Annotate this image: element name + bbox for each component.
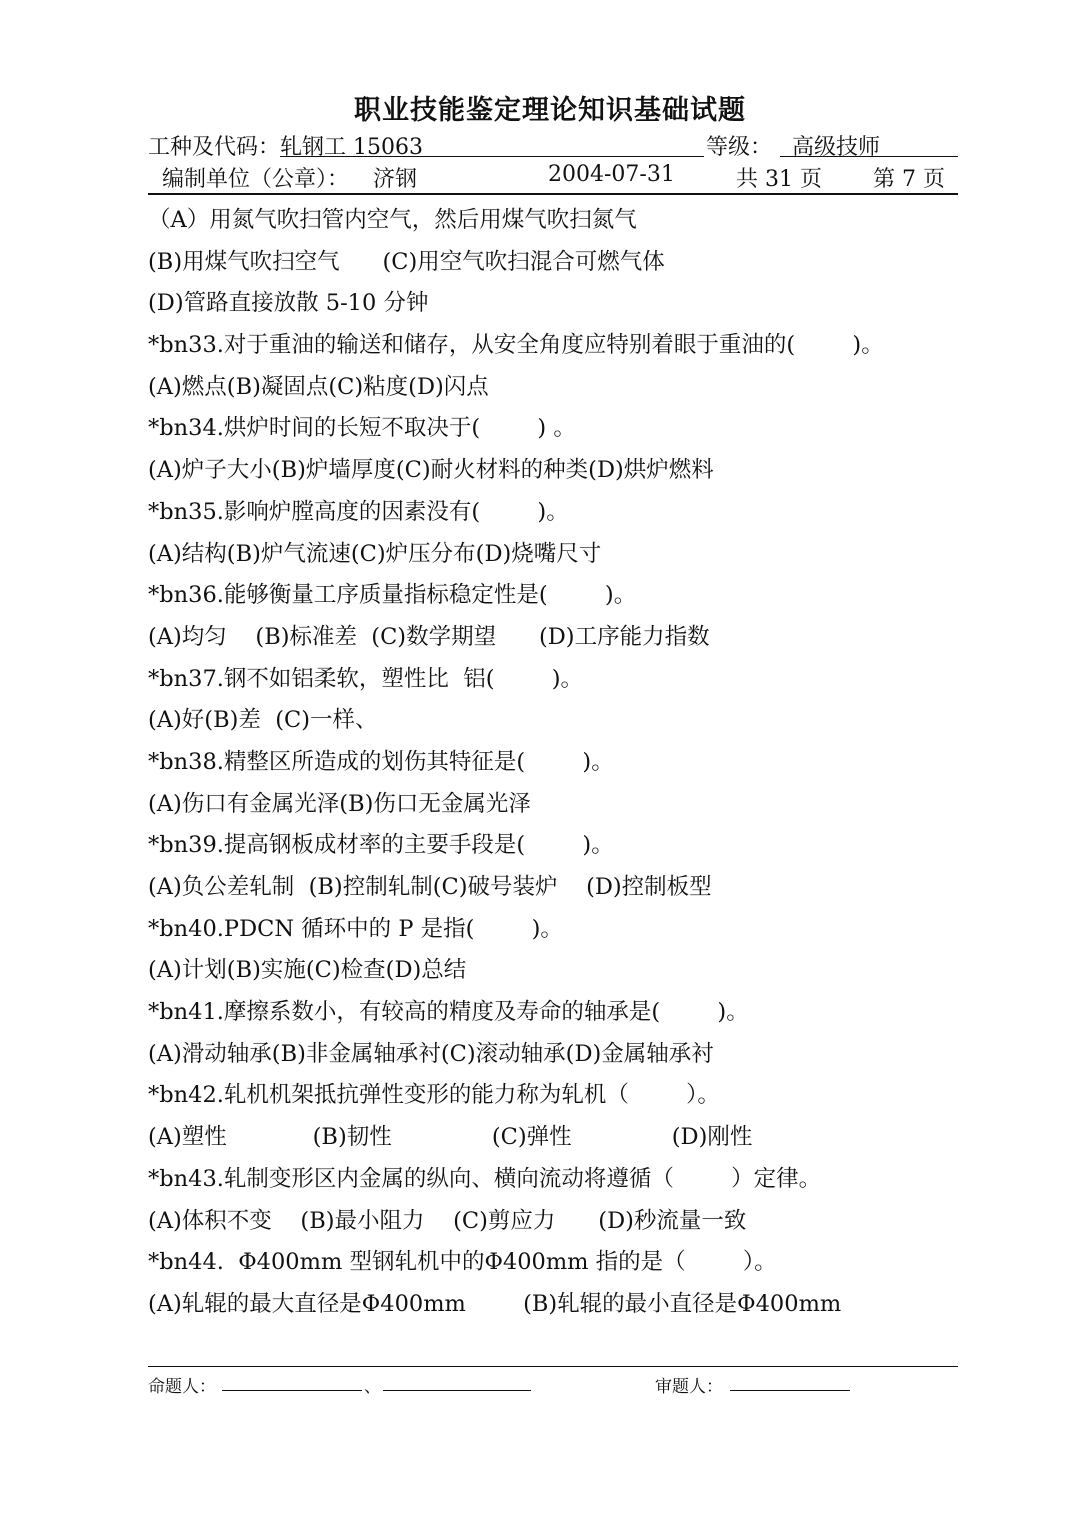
author-label: 命题人： <box>148 1377 216 1397</box>
question-line: *bn33.对于重油的输送和储存，从安全角度应特别着眼于重油的( )。 <box>148 332 884 359</box>
unit-value: 济钢 <box>373 167 418 192</box>
question-line: (A)体积不变 (B)最小阻力 (C)剪应力 (D)秒流量一致 <box>148 1207 747 1234</box>
question-line: (D)管路直接放散 5-10 分钟 <box>148 290 429 317</box>
grade-value: 高级技师 <box>792 135 881 160</box>
question-line: *bn41.摩擦系数小，有较高的精度及寿命的轴承是( )。 <box>148 999 749 1026</box>
unit-label: 编制单位（公章）： <box>162 167 350 192</box>
grade-label: 等级： <box>706 135 773 160</box>
total-pages: 共 31 页 <box>736 167 822 192</box>
author-blank-1 <box>222 1390 362 1391</box>
question-line: (A)均匀 (B)标准差 (C)数学期望 (D)工序能力指数 <box>148 623 710 650</box>
author-separator: 、 <box>364 1377 381 1397</box>
question-line: *bn38.精整区所造成的划伤其特征是( )。 <box>148 748 614 775</box>
header-rule <box>148 193 958 195</box>
question-line: *bn35.影响炉膛高度的因素没有( )。 <box>148 498 569 525</box>
question-line: (B)用煤气吹扫空气 (C)用空气吹扫混合可燃气体 <box>148 248 665 275</box>
question-line: *bn37.钢不如铝柔软，塑性比 铝( )。 <box>148 665 584 692</box>
question-line: (A)计划(B)实施(C)检查(D)总结 <box>148 957 467 984</box>
job-value: 轧钢工 15063 <box>280 135 423 160</box>
question-line: (A)塑性 (B)韧性 (C)弹性 (D)刚性 <box>148 1124 753 1151</box>
question-line: (A)滑动轴承(B)非金属轴承衬(C)滚动轴承(D)金属轴承衬 <box>148 1040 714 1067</box>
question-line: (A)伤口有金属光泽(B)伤口无金属光泽 <box>148 790 531 817</box>
grade-underline <box>780 156 958 157</box>
question-line: *bn42.轧机机架抵抗弹性变形的能力称为轧机（ ）。 <box>148 1082 720 1109</box>
compile-date: 2004-07-31 <box>548 162 675 187</box>
page-title: 职业技能鉴定理论知识基础试题 <box>354 95 746 126</box>
reviewer-label: 审题人： <box>655 1377 723 1397</box>
question-line: *bn36.能够衡量工序质量指标稳定性是( )。 <box>148 582 637 609</box>
question-line: *bn39.提高钢板成材率的主要手段是( )。 <box>148 832 614 859</box>
author-blank-2 <box>383 1390 531 1391</box>
question-line: *bn44. Φ400mm 型钢轧机中的Φ400mm 指的是（ ）。 <box>148 1249 777 1276</box>
question-list <box>148 200 948 1326</box>
question-line: (A)负公差轧制 (B)控制轧制(C)破号装炉 (D)控制板型 <box>148 874 712 900</box>
job-label: 工种及代码： <box>148 135 281 160</box>
footer-rule <box>148 1366 958 1367</box>
question-line: (A)轧辊的最大直径是Φ400mm (B)轧辊的最小直径是Φ400mm <box>148 1290 842 1317</box>
question-line: (A)好(B)差 (C)一样、 <box>148 707 378 734</box>
question-line: （A）用氮气吹扫管内空气，然后用煤气吹扫氮气 <box>148 207 637 233</box>
question-line: (A)结构(B)炉气流速(C)炉压分布(D)烧嘴尺寸 <box>148 540 602 567</box>
question-line: *bn43.轧制变形区内金属的纵向、横向流动将遵循（ ）定律。 <box>148 1165 822 1192</box>
question-line: *bn40.PDCN 循环中的 P 是指( )。 <box>148 915 563 942</box>
reviewer-blank <box>730 1390 850 1391</box>
page-number: 第 7 页 <box>873 167 945 192</box>
question-line: (A)炉子大小(B)炉墙厚度(C)耐火材料的种类(D)烘炉燃料 <box>148 457 714 484</box>
question-line: *bn34.烘炉时间的长短不取决于( ) 。 <box>148 415 576 442</box>
question-line: (A)燃点(B)凝固点(C)粘度(D)闪点 <box>148 373 489 400</box>
job-underline <box>280 156 704 157</box>
